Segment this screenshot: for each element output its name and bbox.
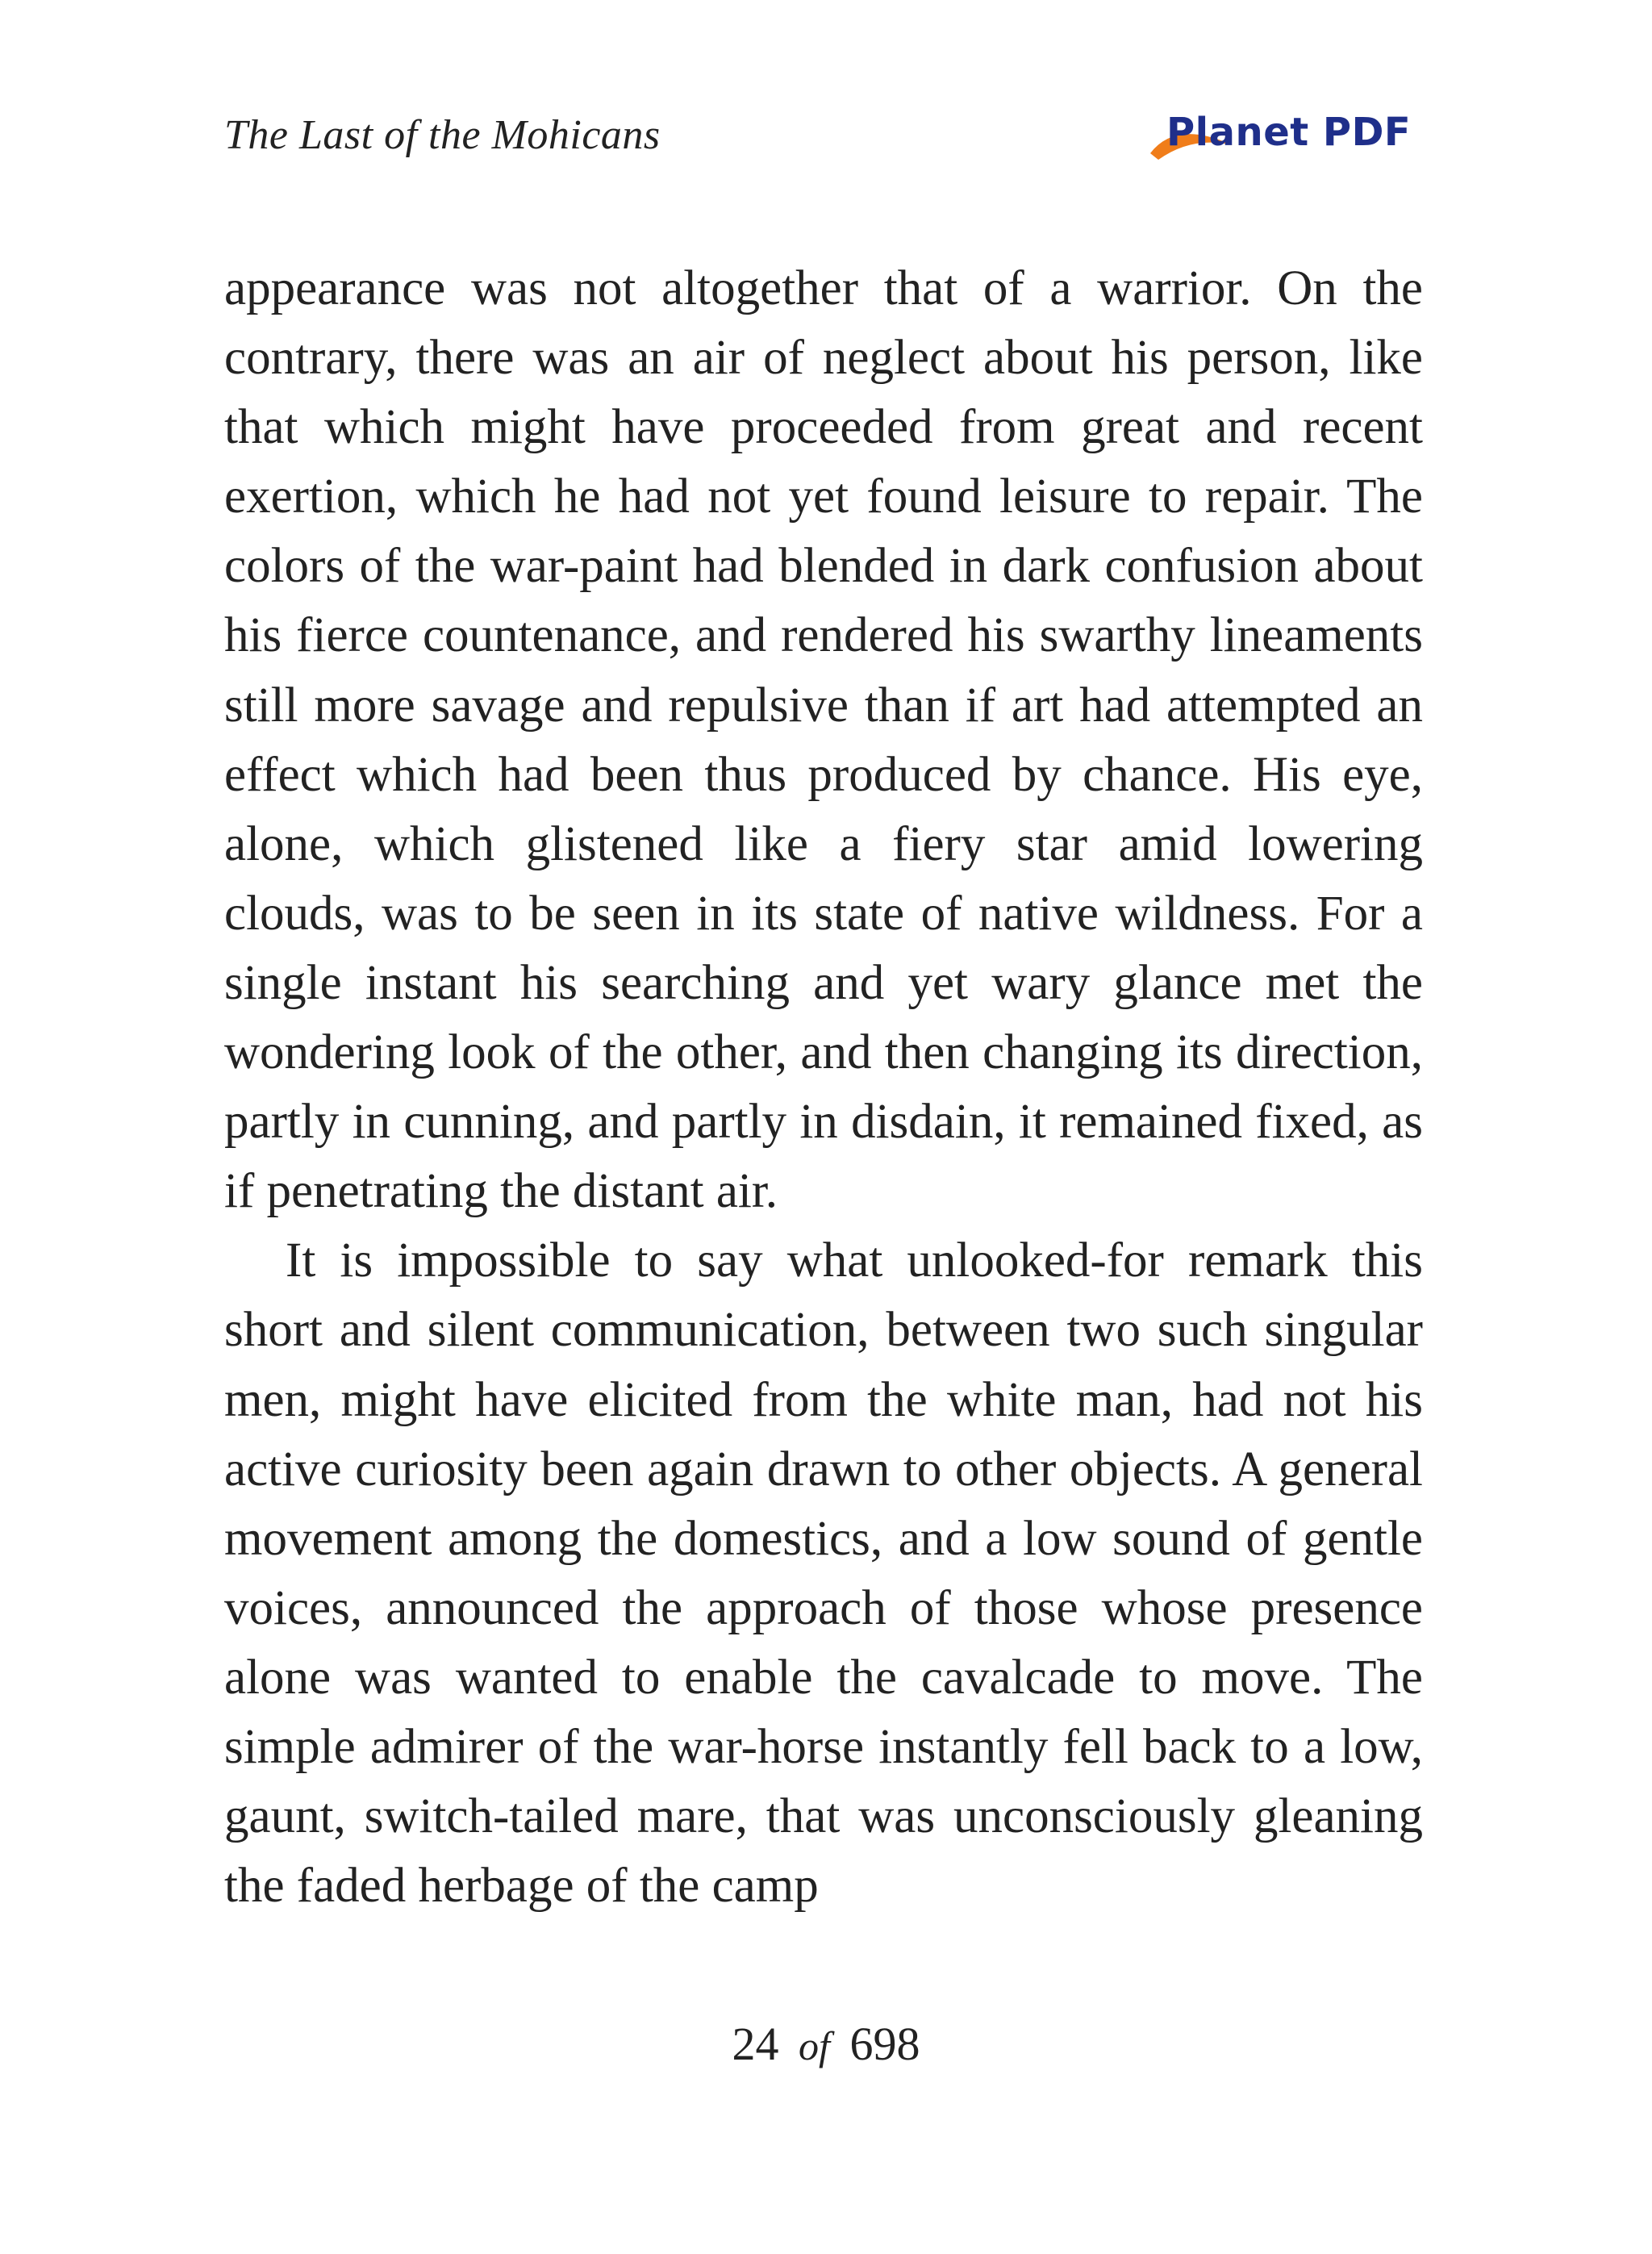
- total-pages-number: 698: [849, 2018, 920, 2070]
- paragraph-1: appearance was not altogether that of a warrior. On the contrary, there was an air of neglect about his person, like that which might have proceeded from great and recent exertion, which he had not yet found leisure to repair. The colors of the war-paint had blended in dark confusion about his fierce countenance, and rendered his swarthy lineaments still more savage and repulsive than if art had attempted an effect which had been thus produced by chance. His eye, alone, which glistened like a fiery star amid lowering clouds, was to be seen in its state of native wildness. For a single instant his searching and yet wary glance met the wondering look of the other, and then changing its direction, partly in cunning, and partly in disdain, it remained fixed, as if penetrating the distant air.: [224, 261, 1423, 1219]
- page-body: [224, 254, 1423, 1921]
- logo-text: Planet PDF: [1166, 110, 1412, 155]
- book-title: The Last of the Mohicans: [224, 112, 661, 158]
- current-page-number: 24: [732, 2018, 779, 2070]
- paragraph-2: It is impossible to say what unlooked-for remark this short and silent communication, between two such singular men, might have elicited from the white man, had not his active curiosity been again drawn to other objects. A general movement among the domestics, and a low sound of gentle voices, announced the approach of those whose presence alone was wanted to enable the cavalcade to move. The simple admirer of the war-horse instantly fell back to a low, gaunt, switch-tailed mare, that was unconsciously gleaning the faded herbage of the camp: [224, 1233, 1423, 1914]
- planet-pdf-logo: [1144, 103, 1410, 168]
- page-number: [0, 2017, 1652, 2071]
- page-header: [224, 95, 1410, 184]
- page-of-label: of: [799, 2023, 830, 2068]
